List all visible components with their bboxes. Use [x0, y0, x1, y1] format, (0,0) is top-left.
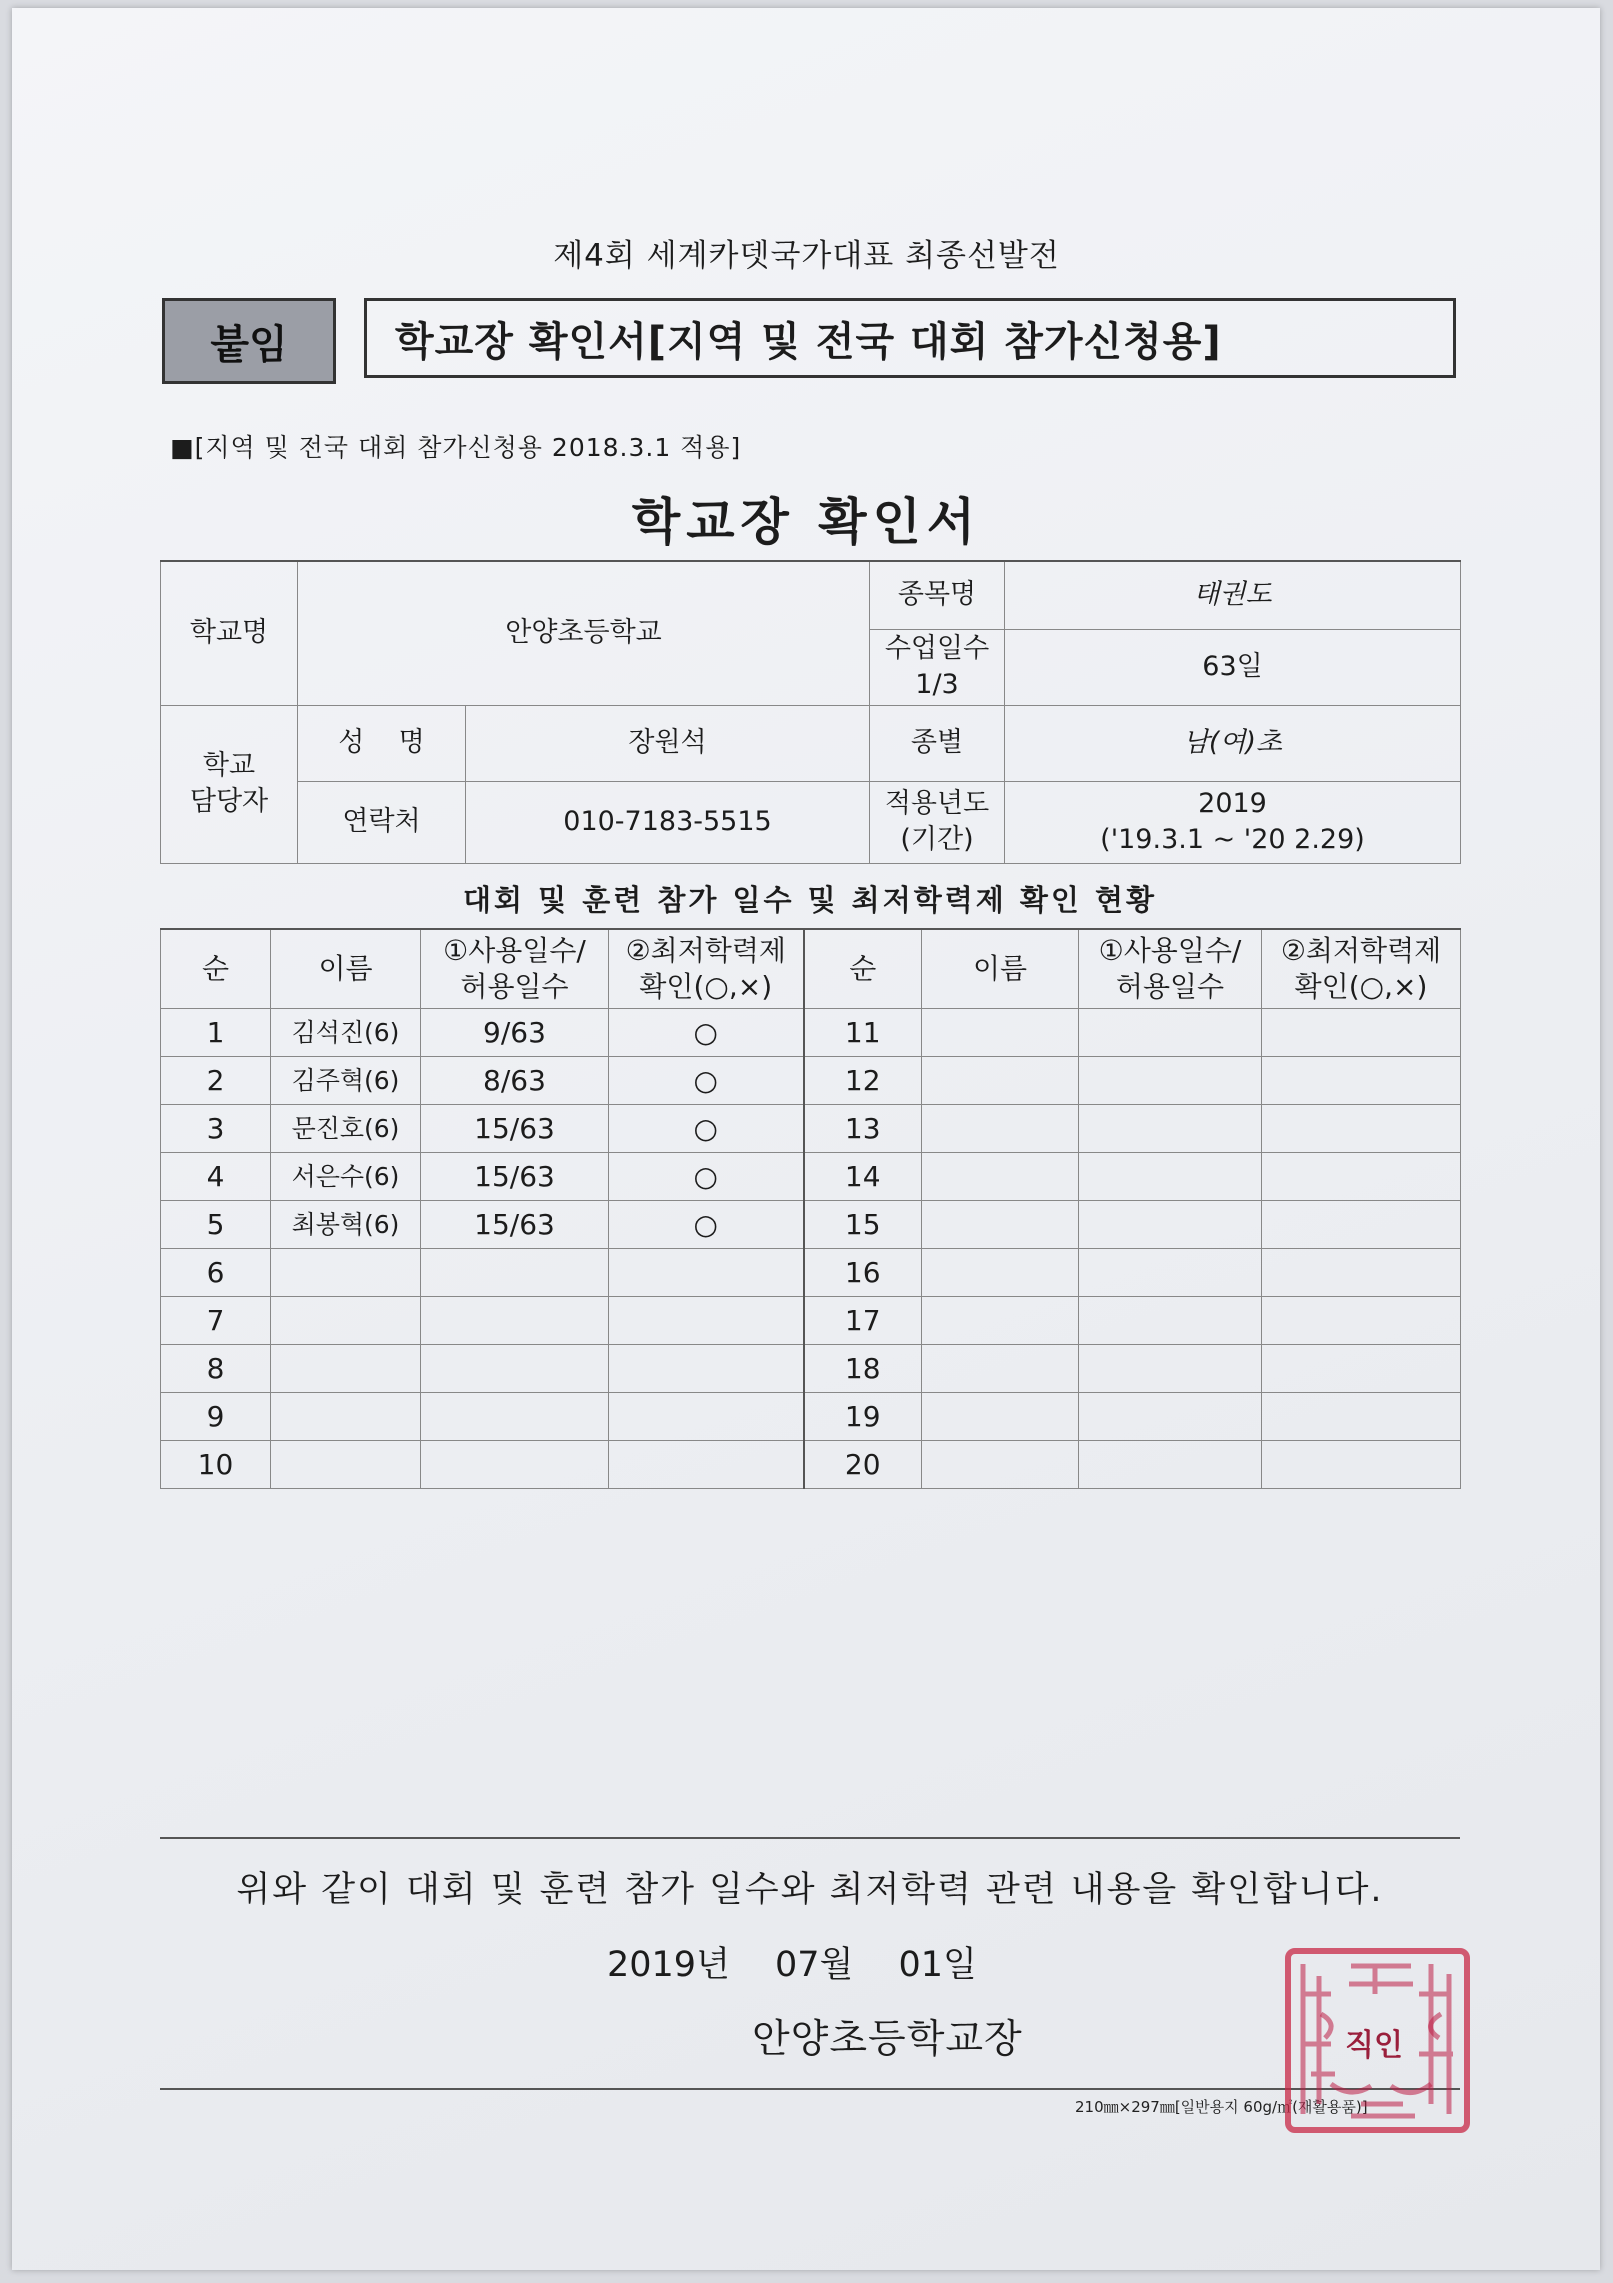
staff-name-label: 성 명 — [298, 705, 466, 781]
row-days-2 — [1079, 1153, 1262, 1201]
document-title: 학교장 확인서 — [631, 493, 982, 551]
col-check-header-2: ②최저학력제 확인(○,×) — [1262, 929, 1461, 1009]
row-check-2 — [1262, 1297, 1461, 1345]
row-no-2: 14 — [804, 1153, 922, 1201]
row-days — [421, 1249, 609, 1297]
row-no: 10 — [161, 1441, 271, 1489]
application-note: ■[지역 및 전국 대회 참가신청용 2018.3.1 적용] — [170, 433, 742, 462]
row-name-2 — [922, 1153, 1079, 1201]
row-no-2: 16 — [804, 1249, 922, 1297]
row-days-2 — [1079, 1345, 1262, 1393]
row-name — [271, 1393, 421, 1441]
row-name-2 — [922, 1105, 1079, 1153]
row-days-2 — [1079, 1393, 1262, 1441]
category-value: 남(여)초 — [1005, 705, 1461, 781]
row-no: 7 — [161, 1297, 271, 1345]
row-name — [271, 1345, 421, 1393]
confirmation-date: 2019년 07월 01일 — [607, 1945, 977, 1985]
row-no-2: 20 — [804, 1441, 922, 1489]
col-name-header: 이름 — [271, 929, 421, 1009]
table-row — [161, 1249, 1461, 1297]
attachment-badge: 붙임 — [162, 298, 336, 384]
row-days: 15/63 — [421, 1201, 609, 1249]
row-name: 김석진(6) — [271, 1009, 421, 1057]
row-check — [609, 1345, 804, 1393]
row-days-2 — [1079, 1441, 1262, 1489]
row-name — [271, 1249, 421, 1297]
row-days — [421, 1297, 609, 1345]
table-header-row — [161, 929, 1461, 1009]
table-row — [161, 1009, 1461, 1057]
staff-name-value: 장원석 — [466, 705, 870, 781]
col-check-header: ②최저학력제 확인(○,×) — [609, 929, 804, 1009]
row-days-2 — [1079, 1009, 1262, 1057]
row-name-2 — [922, 1345, 1079, 1393]
row-no-2: 12 — [804, 1057, 922, 1105]
apply-year-label: 적용년도 (기간) — [870, 781, 1005, 863]
row-days: 15/63 — [421, 1153, 609, 1201]
row-check-2 — [1262, 1441, 1461, 1489]
apply-year-value: 2019 ('19.3.1 ~ '20 2.29) — [1005, 781, 1461, 863]
row-no-2: 18 — [804, 1345, 922, 1393]
school-info-table — [160, 560, 1461, 864]
row-no: 8 — [161, 1345, 271, 1393]
col-days-header-2: ①사용일수/ 허용일수 — [1079, 929, 1262, 1009]
contest-title: 제4회 세계카뎃국가대표 최종선발전 — [553, 238, 1060, 274]
row-no-2: 11 — [804, 1009, 922, 1057]
contact-value: 010-7183-5515 — [466, 781, 870, 863]
col-no-header-2: 순 — [804, 929, 922, 1009]
row-days — [421, 1393, 609, 1441]
row-name — [271, 1297, 421, 1345]
row-no-2: 19 — [804, 1393, 922, 1441]
row-check — [609, 1393, 804, 1441]
row-name: 서은수(6) — [271, 1153, 421, 1201]
table-row — [161, 1201, 1461, 1249]
row-days: 9/63 — [421, 1009, 609, 1057]
row-no: 3 — [161, 1105, 271, 1153]
row-check-2 — [1262, 1393, 1461, 1441]
sport-label: 종목명 — [870, 561, 1005, 629]
row-days-2 — [1079, 1105, 1262, 1153]
row-check — [609, 1441, 804, 1489]
row-name-2 — [922, 1249, 1079, 1297]
row-days — [421, 1441, 609, 1489]
row-check: ○ — [609, 1057, 804, 1105]
row-name — [271, 1441, 421, 1489]
row-check-2 — [1262, 1249, 1461, 1297]
col-days-header: ①사용일수/ 허용일수 — [421, 929, 609, 1009]
row-check-2 — [1262, 1201, 1461, 1249]
row-no: 9 — [161, 1393, 271, 1441]
row-name-2 — [922, 1441, 1079, 1489]
row-check: ○ — [609, 1153, 804, 1201]
row-check: ○ — [609, 1105, 804, 1153]
paper-spec-note: 210㎜×297㎜[일반용지 60g/㎡(재활용품)] — [1075, 2098, 1368, 2116]
seal-text: 직인 — [1345, 2028, 1403, 2063]
class-days-label: 수업일수 1/3 — [870, 629, 1005, 705]
row-no: 4 — [161, 1153, 271, 1201]
divider-bottom — [160, 2088, 1460, 2090]
row-name-2 — [922, 1201, 1079, 1249]
official-seal-stamp — [1285, 1948, 1470, 2133]
row-days-2 — [1079, 1201, 1262, 1249]
row-check-2 — [1262, 1057, 1461, 1105]
row-check: ○ — [609, 1201, 804, 1249]
divider-top — [160, 1837, 1460, 1839]
row-name-2 — [922, 1057, 1079, 1105]
row-days-2 — [1079, 1297, 1262, 1345]
row-no: 6 — [161, 1249, 271, 1297]
row-name: 최봉혁(6) — [271, 1201, 421, 1249]
row-no-2: 17 — [804, 1297, 922, 1345]
row-no: 5 — [161, 1201, 271, 1249]
section-caption: 대회 및 훈련 참가 일수 및 최저학력제 확인 현황 — [462, 883, 1158, 917]
row-no: 1 — [161, 1009, 271, 1057]
attachment-title: 학교장 확인서[지역 및 전국 대회 참가신청용] — [364, 298, 1456, 378]
row-days-2 — [1079, 1249, 1262, 1297]
row-days: 8/63 — [421, 1057, 609, 1105]
staff-label: 학교 담당자 — [161, 705, 298, 863]
sport-value: 태권도 — [1005, 561, 1461, 629]
row-check-2 — [1262, 1009, 1461, 1057]
table-row — [161, 1105, 1461, 1153]
table-row — [161, 1441, 1461, 1489]
row-name: 김주혁(6) — [271, 1057, 421, 1105]
table-row — [161, 1345, 1461, 1393]
category-label: 종별 — [870, 705, 1005, 781]
table-row — [161, 1153, 1461, 1201]
school-name-label: 학교명 — [161, 561, 298, 705]
row-days-2 — [1079, 1057, 1262, 1105]
row-name-2 — [922, 1297, 1079, 1345]
row-check-2 — [1262, 1345, 1461, 1393]
table-row — [161, 1057, 1461, 1105]
row-days — [421, 1345, 609, 1393]
row-check-2 — [1262, 1105, 1461, 1153]
row-no-2: 13 — [804, 1105, 922, 1153]
col-name-header-2: 이름 — [922, 929, 1079, 1009]
class-days-value: 63일 — [1005, 629, 1461, 705]
contact-label: 연락처 — [298, 781, 466, 863]
table-row — [161, 1393, 1461, 1441]
row-check — [609, 1297, 804, 1345]
col-no-header: 순 — [161, 929, 271, 1009]
row-days: 15/63 — [421, 1105, 609, 1153]
row-name-2 — [922, 1393, 1079, 1441]
row-check: ○ — [609, 1009, 804, 1057]
row-name-2 — [922, 1009, 1079, 1057]
participation-table — [160, 928, 1461, 1489]
row-check — [609, 1249, 804, 1297]
row-check-2 — [1262, 1153, 1461, 1201]
confirmation-text: 위와 같이 대회 및 훈련 참가 일수와 최저학력 관련 내용을 확인합니다. — [236, 1870, 1384, 1910]
school-name-value: 안양초등학교 — [298, 561, 870, 705]
principal-title: 안양초등학교장 — [752, 2017, 1023, 2062]
row-no: 2 — [161, 1057, 271, 1105]
row-name: 문진호(6) — [271, 1105, 421, 1153]
row-no-2: 15 — [804, 1201, 922, 1249]
table-row — [161, 1297, 1461, 1345]
